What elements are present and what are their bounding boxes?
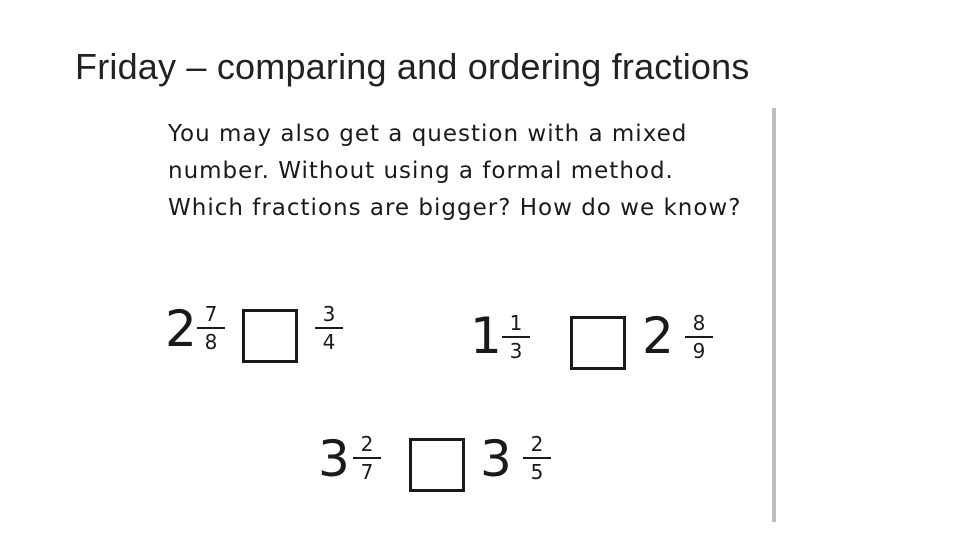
fraction-bar bbox=[353, 457, 381, 459]
fraction-bar bbox=[523, 457, 551, 459]
denominator: 9 bbox=[692, 339, 706, 363]
denominator: 5 bbox=[530, 460, 544, 484]
left-whole-number: 1 bbox=[470, 307, 502, 365]
left-whole-number: 3 bbox=[318, 430, 350, 488]
right-fraction bbox=[523, 432, 551, 484]
right-fraction bbox=[685, 311, 713, 363]
fraction-bar bbox=[502, 336, 530, 338]
page-title: Friday – comparing and ordering fractions bbox=[75, 46, 750, 87]
comparison-answer-box[interactable] bbox=[409, 438, 465, 492]
numerator: 8 bbox=[692, 311, 706, 335]
fraction-bar bbox=[685, 336, 713, 338]
instructions-text bbox=[168, 116, 768, 227]
instruction-line: Which fractions are bigger? How do we know? bbox=[168, 195, 742, 221]
left-whole-number: 2 bbox=[165, 300, 197, 358]
numerator: 2 bbox=[530, 432, 544, 456]
left-fraction bbox=[502, 311, 530, 363]
fraction-bar bbox=[197, 327, 225, 329]
numerator: 2 bbox=[360, 432, 374, 456]
right-fraction bbox=[315, 302, 343, 354]
denominator: 8 bbox=[204, 330, 218, 354]
right-whole-number: 3 bbox=[480, 430, 512, 488]
left-fraction bbox=[353, 432, 381, 484]
right-whole-number: 2 bbox=[642, 307, 674, 365]
numerator: 3 bbox=[322, 302, 336, 326]
numerator: 1 bbox=[509, 311, 523, 335]
denominator: 3 bbox=[509, 339, 523, 363]
denominator: 7 bbox=[360, 460, 374, 484]
instruction-line: You may also get a question with a mixed bbox=[168, 121, 688, 147]
left-fraction bbox=[197, 302, 225, 354]
comparison-answer-box[interactable] bbox=[242, 309, 298, 363]
worksheet-edge-divider bbox=[772, 108, 776, 522]
instruction-line: number. Without using a formal method. bbox=[168, 158, 674, 184]
fraction-bar bbox=[315, 327, 343, 329]
numerator: 7 bbox=[204, 302, 218, 326]
worksheet-image bbox=[150, 108, 772, 522]
comparison-answer-box[interactable] bbox=[570, 316, 626, 370]
denominator: 4 bbox=[322, 330, 336, 354]
